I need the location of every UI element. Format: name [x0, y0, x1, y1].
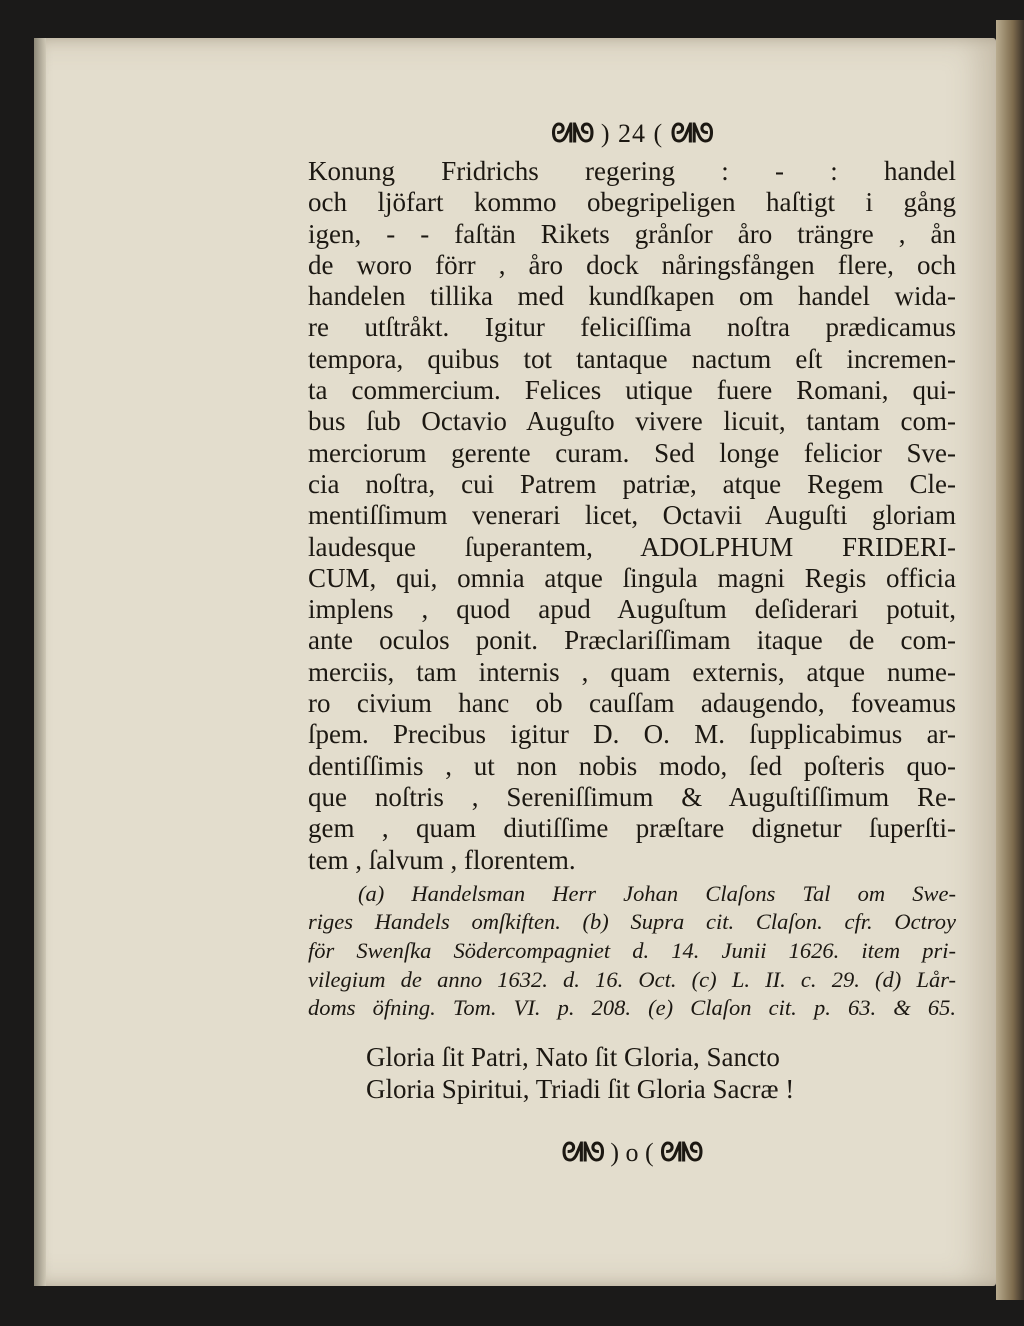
page-number: ) 24 ( [600, 119, 664, 148]
book-edge [996, 20, 1024, 1300]
footnote-line: vilegium de anno 1632. d. 16. Oct. (c) L. II. c. 29. (d) Lår- [308, 966, 956, 992]
page-text [308, 112, 956, 1175]
main-paragraph [308, 156, 956, 876]
body-line: merciis, tam internis , quam externis, atque nume- [308, 656, 956, 687]
body-line: dentiſſimis , ut non nobis modo, ſed poſteris quo- [308, 750, 956, 781]
header-ornament-right: ᘛᘚ [670, 119, 713, 148]
footnotes [308, 880, 956, 1023]
body-line: que noſtris , Sereniſſimum & Auguſtiſſimum Re- [308, 781, 956, 812]
footnote-line: för Swenſka Södercompagniet d. 14. Junii 1626. item pri- [308, 938, 956, 964]
body-line: bus ſub Octavio Auguſto vivere licuit, tantam com- [308, 406, 956, 437]
body-line-last: tem , ſalvum , florentem. [308, 844, 576, 875]
body-line: igen, - - faſtän Rikets grånſor åro trängre , ån [308, 218, 956, 249]
body-line: ſpem. Precibus igitur D. O. M. ſupplicabimus ar- [308, 719, 956, 750]
body-line: gem , quam diutiſſime præſtare dignetur ſuperſti- [308, 813, 956, 844]
closing-verse [308, 1041, 956, 1105]
body-line: Konung Fridrichs regering : - : handel [308, 156, 956, 186]
footnote-line: riges Handels omſkiften. (b) Supra cit. Claſon. cfr. Octroy [308, 909, 956, 935]
body-line: handelen tillika med kundſkapen om handel wida- [308, 281, 956, 312]
footnote-line: doms öfning. Tom. VI. p. 208. (e) Claſon cit. p. 63. & 65. [308, 995, 956, 1021]
page-footer [308, 1131, 956, 1175]
body-line: re utſtråkt. Igitur feliciſſima noſtra prædicamus [308, 312, 956, 343]
footnote-line: (a) Handelsman Herr Johan Claſons Tal om Swe- [358, 880, 956, 906]
page-header [308, 112, 956, 156]
body-line: mentiſſimum venerari licet, Octavii Auguſti gloriam [308, 500, 956, 531]
body-line: implens , quod apud Auguſtum deſiderari potuit, [308, 594, 956, 625]
page-gutter [34, 38, 46, 1286]
body-line: och ljöfart kommo obegripeligen haſtigt i gång [308, 187, 956, 218]
body-line: cia noſtra, cui Patrem patriæ, atque Regem Cle- [308, 468, 956, 499]
footer-ornament-left: ᘛᘚ [561, 1137, 604, 1167]
body-line: tempora, quibus tot tantaque nactum eſt incremen- [308, 343, 956, 374]
footer-ornament-right: ᘛᘚ [660, 1137, 703, 1167]
footer-mark: ) o ( [610, 1137, 654, 1167]
closing-line: Gloria Spiritui, Triadi ſit Gloria Sacræ ! [366, 1073, 795, 1104]
header-ornament-left: ᘛᘚ [551, 119, 594, 148]
body-line: merciorum gerente curam. Sed longe felicior Sve- [308, 437, 956, 468]
body-line: laudesque ſuperantem, ADOLPHUM FRIDERI- [308, 531, 956, 562]
body-line: ante oculos ponit. Præclariſſimam itaque de com- [308, 625, 956, 656]
body-line: CUM, qui, omnia atque ſingula magni Regis officia [308, 562, 956, 593]
closing-line: Gloria ſit Patri, Nato ſit Gloria, Sancto [366, 1041, 780, 1072]
body-line: ta commercium. Felices utique fuere Romani, qui- [308, 375, 956, 406]
body-line: de woro förr , åro dock nåringsfången flere, och [308, 249, 956, 280]
body-line: ro civium hanc ob cauſſam adaugendo, foveamus [308, 688, 956, 719]
